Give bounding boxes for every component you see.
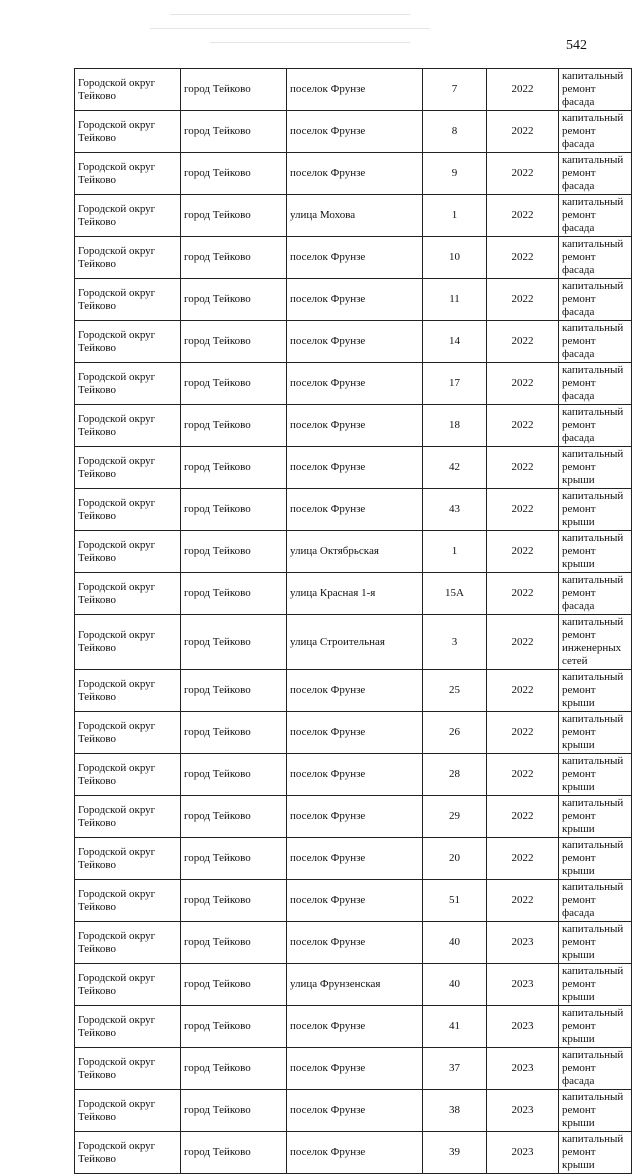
cell-year: 2022 (487, 153, 559, 195)
cell-municipality: Городской округ Тейково (75, 489, 181, 531)
cell-municipality: Городской округ Тейково (75, 1006, 181, 1048)
table-row (75, 1048, 632, 1090)
cell-settlement: город Тейково (181, 796, 287, 838)
cell-settlement: город Тейково (181, 447, 287, 489)
cell-work-type: капитальный ремонт крыши (559, 1090, 632, 1132)
cell-street: поселок Фрунзе (287, 405, 423, 447)
cell-street: поселок Фрунзе (287, 237, 423, 279)
cell-year: 2023 (487, 1132, 559, 1174)
cell-house-number: 29 (423, 796, 487, 838)
cell-year: 2022 (487, 754, 559, 796)
cell-street: поселок Фрунзе (287, 447, 423, 489)
cell-year: 2022 (487, 237, 559, 279)
cell-settlement: город Тейково (181, 153, 287, 195)
cell-municipality: Городской округ Тейково (75, 321, 181, 363)
cell-settlement: город Тейково (181, 111, 287, 153)
table-row (75, 1132, 632, 1174)
cell-house-number: 9 (423, 153, 487, 195)
cell-municipality: Городской округ Тейково (75, 754, 181, 796)
cell-street: поселок Фрунзе (287, 1090, 423, 1132)
cell-house-number: 1 (423, 531, 487, 573)
cell-year: 2022 (487, 531, 559, 573)
table-row (75, 712, 632, 754)
cell-house-number: 37 (423, 1048, 487, 1090)
cell-municipality: Городской округ Тейково (75, 1048, 181, 1090)
cell-settlement: город Тейково (181, 573, 287, 615)
cell-street: поселок Фрунзе (287, 363, 423, 405)
cell-work-type: капитальный ремонт крыши (559, 922, 632, 964)
cell-year: 2022 (487, 489, 559, 531)
cell-settlement: город Тейково (181, 1006, 287, 1048)
cell-municipality: Городской округ Тейково (75, 573, 181, 615)
table-row (75, 405, 632, 447)
cell-house-number: 41 (423, 1006, 487, 1048)
cell-work-type: капитальный ремонт фасада (559, 573, 632, 615)
cell-work-type: капитальный ремонт фасада (559, 321, 632, 363)
table-row (75, 363, 632, 405)
cell-work-type: капитальный ремонт фасада (559, 880, 632, 922)
cell-work-type: капитальный ремонт инженерных сетей (559, 615, 632, 670)
cell-settlement: город Тейково (181, 531, 287, 573)
cell-house-number: 25 (423, 670, 487, 712)
table-row (75, 796, 632, 838)
cell-municipality: Городской округ Тейково (75, 111, 181, 153)
table-row (75, 111, 632, 153)
cell-work-type: капитальный ремонт фасада (559, 195, 632, 237)
cell-street: поселок Фрунзе (287, 111, 423, 153)
cell-settlement: город Тейково (181, 615, 287, 670)
cell-street: улица Строительная (287, 615, 423, 670)
cell-year: 2022 (487, 69, 559, 111)
table-row (75, 531, 632, 573)
cell-street: улица Фрунзенская (287, 964, 423, 1006)
page-number: 542 (566, 38, 587, 53)
cell-street: улица Мохова (287, 195, 423, 237)
table-row (75, 964, 632, 1006)
cell-municipality: Городской округ Тейково (75, 195, 181, 237)
cell-year: 2023 (487, 964, 559, 1006)
cell-municipality: Городской округ Тейково (75, 615, 181, 670)
housing-repair-table (74, 68, 632, 1174)
cell-house-number: 11 (423, 279, 487, 321)
cell-year: 2022 (487, 321, 559, 363)
cell-settlement: город Тейково (181, 754, 287, 796)
cell-settlement: город Тейково (181, 670, 287, 712)
cell-work-type: капитальный ремонт крыши (559, 838, 632, 880)
cell-street: поселок Фрунзе (287, 321, 423, 363)
cell-settlement: город Тейково (181, 69, 287, 111)
cell-work-type: капитальный ремонт крыши (559, 1006, 632, 1048)
table-row (75, 573, 632, 615)
cell-year: 2022 (487, 670, 559, 712)
table-body (75, 69, 632, 1174)
cell-house-number: 8 (423, 111, 487, 153)
table-row (75, 838, 632, 880)
cell-street: поселок Фрунзе (287, 153, 423, 195)
cell-municipality: Городской округ Тейково (75, 153, 181, 195)
cell-municipality: Городской округ Тейково (75, 712, 181, 754)
table-row (75, 153, 632, 195)
cell-settlement: город Тейково (181, 405, 287, 447)
cell-work-type: капитальный ремонт крыши (559, 754, 632, 796)
cell-work-type: капитальный ремонт фасада (559, 363, 632, 405)
cell-municipality: Городской округ Тейково (75, 838, 181, 880)
table-row (75, 279, 632, 321)
cell-house-number: 28 (423, 754, 487, 796)
cell-work-type: капитальный ремонт фасада (559, 111, 632, 153)
table-row (75, 489, 632, 531)
table-row (75, 922, 632, 964)
cell-house-number: 40 (423, 922, 487, 964)
cell-house-number: 42 (423, 447, 487, 489)
scan-artifact (150, 6, 450, 56)
cell-house-number: 40 (423, 964, 487, 1006)
cell-work-type: капитальный ремонт фасада (559, 69, 632, 111)
cell-year: 2022 (487, 838, 559, 880)
cell-year: 2022 (487, 111, 559, 153)
cell-house-number: 7 (423, 69, 487, 111)
cell-settlement: город Тейково (181, 838, 287, 880)
cell-work-type: капитальный ремонт крыши (559, 447, 632, 489)
cell-municipality: Городской округ Тейково (75, 1132, 181, 1174)
cell-street: поселок Фрунзе (287, 712, 423, 754)
cell-work-type: капитальный ремонт крыши (559, 670, 632, 712)
cell-year: 2022 (487, 363, 559, 405)
cell-settlement: город Тейково (181, 1132, 287, 1174)
cell-year: 2022 (487, 195, 559, 237)
table-row (75, 195, 632, 237)
cell-settlement: город Тейково (181, 195, 287, 237)
cell-municipality: Городской округ Тейково (75, 69, 181, 111)
cell-street: поселок Фрунзе (287, 670, 423, 712)
cell-settlement: город Тейково (181, 1090, 287, 1132)
table-row (75, 880, 632, 922)
cell-year: 2022 (487, 573, 559, 615)
cell-municipality: Городской округ Тейково (75, 363, 181, 405)
cell-municipality: Городской округ Тейково (75, 880, 181, 922)
table-row (75, 1006, 632, 1048)
cell-work-type: капитальный ремонт фасада (559, 279, 632, 321)
cell-municipality: Городской округ Тейково (75, 670, 181, 712)
cell-settlement: город Тейково (181, 489, 287, 531)
cell-settlement: город Тейково (181, 964, 287, 1006)
cell-work-type: капитальный ремонт фасада (559, 237, 632, 279)
cell-street: поселок Фрунзе (287, 69, 423, 111)
cell-house-number: 51 (423, 880, 487, 922)
cell-settlement: город Тейково (181, 321, 287, 363)
cell-settlement: город Тейково (181, 363, 287, 405)
table-row (75, 321, 632, 363)
cell-year: 2023 (487, 1006, 559, 1048)
cell-street: поселок Фрунзе (287, 922, 423, 964)
cell-settlement: город Тейково (181, 237, 287, 279)
cell-year: 2022 (487, 279, 559, 321)
cell-municipality: Городской округ Тейково (75, 447, 181, 489)
table-row (75, 1090, 632, 1132)
cell-work-type: капитальный ремонт крыши (559, 1132, 632, 1174)
cell-work-type: капитальный ремонт фасада (559, 405, 632, 447)
cell-municipality: Городской округ Тейково (75, 237, 181, 279)
cell-municipality: Городской округ Тейково (75, 922, 181, 964)
cell-year: 2022 (487, 405, 559, 447)
cell-settlement: город Тейково (181, 279, 287, 321)
cell-street: поселок Фрунзе (287, 796, 423, 838)
cell-house-number: 1 (423, 195, 487, 237)
cell-municipality: Городской округ Тейково (75, 531, 181, 573)
cell-work-type: капитальный ремонт крыши (559, 796, 632, 838)
cell-municipality: Городской округ Тейково (75, 796, 181, 838)
table-row (75, 615, 632, 670)
cell-work-type: капитальный ремонт крыши (559, 964, 632, 1006)
cell-work-type: капитальный ремонт фасада (559, 1048, 632, 1090)
cell-work-type: капитальный ремонт фасада (559, 153, 632, 195)
cell-house-number: 17 (423, 363, 487, 405)
cell-work-type: капитальный ремонт крыши (559, 489, 632, 531)
cell-work-type: капитальный ремонт крыши (559, 531, 632, 573)
cell-street: поселок Фрунзе (287, 1132, 423, 1174)
cell-street: поселок Фрунзе (287, 880, 423, 922)
table-row (75, 670, 632, 712)
cell-house-number: 39 (423, 1132, 487, 1174)
cell-street: поселок Фрунзе (287, 489, 423, 531)
cell-settlement: город Тейково (181, 922, 287, 964)
table-row (75, 237, 632, 279)
cell-street: поселок Фрунзе (287, 1006, 423, 1048)
table-row (75, 754, 632, 796)
cell-street: поселок Фрунзе (287, 838, 423, 880)
cell-house-number: 26 (423, 712, 487, 754)
cell-year: 2022 (487, 615, 559, 670)
cell-work-type: капитальный ремонт крыши (559, 712, 632, 754)
cell-house-number: 15А (423, 573, 487, 615)
cell-municipality: Городской округ Тейково (75, 964, 181, 1006)
cell-year: 2023 (487, 1048, 559, 1090)
cell-street: поселок Фрунзе (287, 754, 423, 796)
cell-settlement: город Тейково (181, 880, 287, 922)
cell-house-number: 20 (423, 838, 487, 880)
cell-year: 2022 (487, 796, 559, 838)
cell-house-number: 18 (423, 405, 487, 447)
table-row (75, 447, 632, 489)
cell-house-number: 43 (423, 489, 487, 531)
cell-municipality: Городской округ Тейково (75, 405, 181, 447)
cell-street: улица Октябрьская (287, 531, 423, 573)
cell-house-number: 10 (423, 237, 487, 279)
cell-year: 2022 (487, 712, 559, 754)
cell-municipality: Городской округ Тейково (75, 279, 181, 321)
cell-year: 2023 (487, 1090, 559, 1132)
cell-municipality: Городской округ Тейково (75, 1090, 181, 1132)
cell-house-number: 14 (423, 321, 487, 363)
table-row (75, 69, 632, 111)
cell-house-number: 38 (423, 1090, 487, 1132)
cell-year: 2022 (487, 880, 559, 922)
cell-settlement: город Тейково (181, 1048, 287, 1090)
cell-street: поселок Фрунзе (287, 279, 423, 321)
cell-street: улица Красная 1-я (287, 573, 423, 615)
cell-street: поселок Фрунзе (287, 1048, 423, 1090)
cell-settlement: город Тейково (181, 712, 287, 754)
cell-year: 2023 (487, 922, 559, 964)
cell-year: 2022 (487, 447, 559, 489)
cell-house-number: 3 (423, 615, 487, 670)
